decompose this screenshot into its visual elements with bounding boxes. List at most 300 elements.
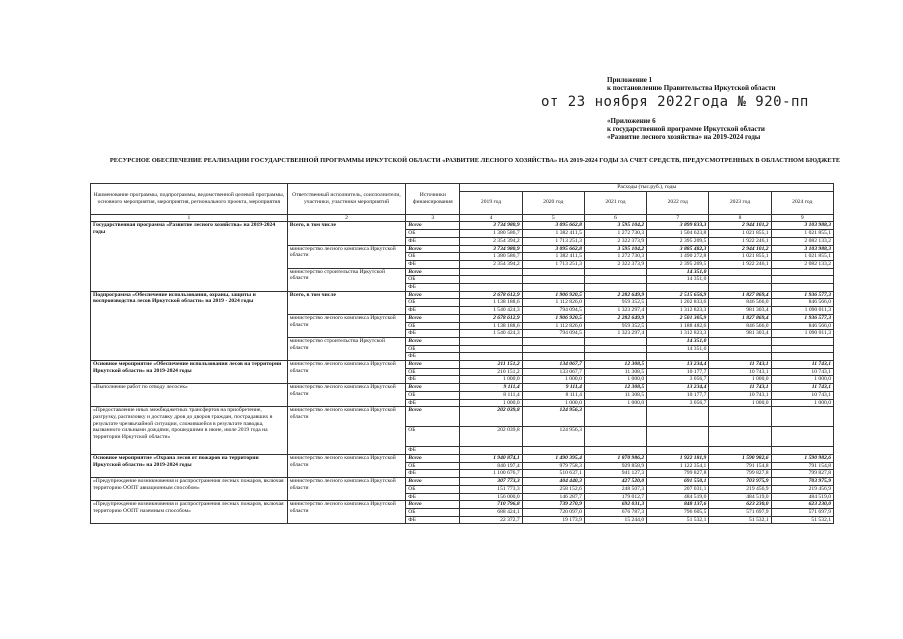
value-cell: 1 323 297,4 — [584, 307, 646, 315]
value-cell: 2 322 373,9 — [584, 237, 646, 245]
executor-cell: министерство лесного комплекса Иркутской области — [287, 314, 405, 337]
value-cell: 51 532,1 — [771, 516, 833, 524]
handwritten-date: от 23 ноября 2022года № 920-пп — [541, 94, 809, 110]
col-header-year: 2024 год — [771, 191, 833, 214]
value-cell: 1 000,0 — [584, 399, 646, 407]
program-name-cell: Основное мероприятие «Охрана лесов от пожаров на территории Иркутской области» на 2019-2024 годы — [91, 454, 288, 477]
funding-source-cell: ФБ — [406, 376, 460, 384]
funding-source-cell: ФБ — [406, 284, 460, 292]
value-cell: 11 743,1 — [771, 361, 833, 369]
table-row — [91, 384, 834, 392]
value-cell — [647, 447, 709, 455]
value-cell: 3 056,7 — [647, 399, 709, 407]
value-cell: 3 885 482,3 — [647, 245, 709, 253]
value-cell — [584, 345, 646, 353]
funding-source-cell: ОБ — [406, 427, 460, 447]
value-cell: 2 082 133,2 — [771, 237, 833, 245]
executor-cell: министерство строительства Иркутской области — [287, 337, 405, 360]
value-cell: 11 308,5 — [584, 391, 646, 399]
value-cell: 1 936 577,3 — [771, 291, 833, 299]
funding-source-cell: ФБ — [406, 353, 460, 361]
value-cell: 11 743,1 — [771, 384, 833, 392]
funding-source-cell: ОБ — [406, 462, 460, 470]
value-cell — [522, 447, 584, 455]
value-cell: 720 097,0 — [522, 508, 584, 516]
value-cell: 1 936 577,3 — [771, 314, 833, 322]
value-cell: 1 272 730,3 — [584, 230, 646, 238]
value-cell: 10 177,7 — [647, 368, 709, 376]
value-cell: 22 372,7 — [460, 516, 522, 524]
value-cell — [709, 337, 771, 345]
value-cell — [647, 284, 709, 292]
value-cell — [584, 447, 646, 455]
program-name-cell: «Выполнение работ по отводу лесосек» — [91, 384, 288, 407]
value-cell: 846 566,0 — [771, 322, 833, 330]
value-cell: 1 906 920,5 — [522, 291, 584, 299]
value-cell: 1 922 246,1 — [709, 260, 771, 268]
value-cell — [771, 276, 833, 284]
value-cell — [460, 284, 522, 292]
funding-source-cell: ОБ — [406, 345, 460, 353]
column-number: 3 — [406, 214, 460, 222]
value-cell: 510 637,1 — [522, 470, 584, 478]
col-header-year: 2023 год — [709, 191, 771, 214]
funding-source-cell: Всего — [406, 222, 460, 230]
value-cell: 791 154,8 — [709, 462, 771, 470]
value-cell: 571 697,9 — [709, 508, 771, 516]
value-cell: 13 234,4 — [647, 384, 709, 392]
program-name-cell: Основное мероприятие «Обеспечение использования лесов на территории Иркутской области» на 2019-2024 годы — [91, 361, 288, 384]
funding-source-cell: ОБ — [406, 322, 460, 330]
value-cell: 1 380 586,7 — [460, 253, 522, 261]
value-cell: 623 230,0 — [709, 501, 771, 509]
value-cell: 703 975,9 — [709, 478, 771, 486]
table-row — [91, 454, 834, 462]
value-cell: 1 021 855,1 — [771, 230, 833, 238]
value-cell: 941 127,3 — [584, 470, 646, 478]
funding-source-cell: ОБ — [406, 391, 460, 399]
executor-cell: Всего, в том числе — [287, 222, 405, 245]
value-cell: 484 519,0 — [709, 493, 771, 501]
value-cell: 1 021 855,1 — [709, 230, 771, 238]
value-cell: 846 566,0 — [709, 322, 771, 330]
value-cell: 3 595 104,2 — [584, 222, 646, 230]
value-cell: 156 000,0 — [460, 493, 522, 501]
funding-source-cell: ФБ — [406, 493, 460, 501]
value-cell: 14 351,0 — [647, 276, 709, 284]
table-row — [91, 478, 834, 486]
value-cell: 3 899 833,3 — [647, 222, 709, 230]
column-number: 9 — [771, 214, 833, 222]
value-cell: 12 308,5 — [584, 384, 646, 392]
value-cell — [584, 407, 646, 427]
value-cell: 1 000,0 — [709, 399, 771, 407]
value-cell — [460, 353, 522, 361]
value-cell: 1 713 251,3 — [522, 237, 584, 245]
value-cell: 427 520,0 — [584, 478, 646, 486]
funding-source-cell: ОБ — [406, 276, 460, 284]
value-cell: 3 095 662,8 — [522, 245, 584, 253]
value-cell: 794 094,5 — [522, 307, 584, 315]
value-cell: 1 382 411,5 — [522, 253, 584, 261]
value-cell: 979 758,3 — [522, 462, 584, 470]
value-cell — [709, 447, 771, 455]
value-cell: 14 351,0 — [647, 337, 709, 345]
funding-source-cell: Всего — [406, 384, 460, 392]
value-cell: 2 282 649,9 — [584, 314, 646, 322]
value-cell — [522, 337, 584, 345]
executor-cell: министерство лесного комплекса Иркутской области — [287, 361, 405, 384]
value-cell — [584, 284, 646, 292]
value-cell: 959 352,5 — [584, 322, 646, 330]
value-cell — [522, 268, 584, 276]
value-cell: 1 000,0 — [771, 399, 833, 407]
col-header-name: Наименование программы, подпрограммы, ведомственной целевой программы, основного мероприятия, мероприятия, регионального проекта, мероприятия — [91, 184, 288, 215]
value-cell: 1 021 855,1 — [771, 253, 833, 261]
value-cell: 2 395 209,5 — [647, 237, 709, 245]
funding-source-cell: ОБ — [406, 230, 460, 238]
column-number: 5 — [522, 214, 584, 222]
value-cell — [584, 427, 646, 447]
value-cell — [709, 345, 771, 353]
table-row — [91, 222, 834, 230]
funding-source-cell: ФБ — [406, 470, 460, 478]
value-cell: 1 112 826,0 — [522, 299, 584, 307]
value-cell: 211 151,2 — [460, 361, 522, 369]
value-cell: 2 944 101,2 — [709, 222, 771, 230]
value-cell: 791 154,8 — [771, 462, 833, 470]
value-cell: 146 287,7 — [522, 493, 584, 501]
funding-source-cell: ФБ — [406, 330, 460, 338]
value-cell: 703 975,9 — [771, 478, 833, 486]
funding-source-cell: Всего — [406, 314, 460, 322]
value-cell: 12 308,5 — [584, 361, 646, 369]
column-number: 1 — [91, 214, 288, 222]
appendix6-line-2: к государственной программе Иркутской области — [607, 125, 765, 133]
executor-cell: министерство строительства Иркутской области — [287, 268, 405, 291]
value-cell: 676 787,3 — [584, 508, 646, 516]
funding-source-cell: ФБ — [406, 307, 460, 315]
appendix6-line-1: «Приложение 6 — [607, 117, 656, 125]
value-cell: 1 100 676,7 — [460, 470, 522, 478]
value-cell: 10 177,7 — [647, 391, 709, 399]
value-cell: 2 678 612,9 — [460, 314, 522, 322]
document-title: РЕСУРСНОЕ ОБЕСПЕЧЕНИЕ РЕАЛИЗАЦИИ ГОСУДАРСТВЕННОЙ ПРОГРАММЫ ИРКУТСКОЙ ОБЛАСТИ «РАЗВИТИЕ ЛЕСНОГО ХОЗЯЙСТВА» НА 2019-2024 ГОДЫ ЗА СЧЕТ СРЕДСТВ, ПРЕДУСМОТРЕННЫХ В ОБЛАСТНОМ БЮДЖЕТЕ — [109, 157, 841, 164]
value-cell: 840 197,4 — [460, 462, 522, 470]
value-cell — [647, 427, 709, 447]
value-cell: 794 094,5 — [522, 330, 584, 338]
funding-source-cell: ФБ — [406, 399, 460, 407]
col-header-year: 2020 год — [522, 191, 584, 214]
value-cell: 248 507,3 — [584, 485, 646, 493]
table-row — [91, 501, 834, 509]
executor-cell: министерство лесного комплекса Иркутской области — [287, 384, 405, 407]
program-name-cell: Государственная программа «Развитие лесного хозяйства» на 2019-2024 годы — [91, 222, 288, 291]
value-cell: 1 827 869,4 — [709, 291, 771, 299]
program-name-cell: Подпрограмма «Обеспечение использования, охраны, защиты и воспроизводства лесов Иркутской области» на 2019 - 2024 годы — [91, 291, 288, 360]
value-cell — [522, 284, 584, 292]
value-cell: 2 944 101,2 — [709, 245, 771, 253]
value-cell: 3 595 104,2 — [584, 245, 646, 253]
value-cell — [460, 276, 522, 284]
value-cell: 11 743,1 — [709, 361, 771, 369]
value-cell: 1 000,0 — [771, 376, 833, 384]
value-cell: 307 773,3 — [460, 478, 522, 486]
program-name-cell: «Предоставление иных межбюджетных трансфертов на приобретение, разгрузку, распиловку и доставку дров до дворов граждан, пострадавших в результате чрезвычайной ситуации, сложившейся в результате паводка, вызванного сильными дождями, прошедшими в июне, июле 2019 года на территории Иркутской области» — [91, 407, 288, 455]
value-cell: 124 956,3 — [522, 407, 584, 427]
value-cell: 14 351,0 — [647, 268, 709, 276]
value-cell — [647, 407, 709, 427]
funding-source-cell: ФБ — [406, 447, 460, 455]
funding-source-cell: Всего — [406, 291, 460, 299]
value-cell: 51 532,1 — [709, 516, 771, 524]
value-cell — [771, 268, 833, 276]
funding-source-cell: ОБ — [406, 299, 460, 307]
value-cell: 1 540 424,3 — [460, 330, 522, 338]
funding-source-cell: Всего — [406, 337, 460, 345]
value-cell — [460, 345, 522, 353]
value-cell: 1 490 395,4 — [522, 454, 584, 462]
value-cell: 219 456,9 — [709, 485, 771, 493]
funding-source-cell: Всего — [406, 454, 460, 462]
value-cell — [709, 427, 771, 447]
value-cell — [771, 337, 833, 345]
value-cell: 2 322 373,9 — [584, 260, 646, 268]
value-cell: 1 090 011,3 — [771, 330, 833, 338]
value-cell: 134 067,7 — [522, 361, 584, 369]
value-cell — [522, 345, 584, 353]
value-cell — [522, 276, 584, 284]
funding-source-cell: ФБ — [406, 260, 460, 268]
value-cell: 51 532,1 — [647, 516, 709, 524]
value-cell — [460, 337, 522, 345]
funding-source-cell: ОБ — [406, 485, 460, 493]
col-header-year: 2019 год — [460, 191, 522, 214]
column-number: 6 — [584, 214, 646, 222]
value-cell: 1 272 730,3 — [584, 253, 646, 261]
funding-source-cell: Всего — [406, 478, 460, 486]
value-cell — [584, 353, 646, 361]
value-cell — [771, 284, 833, 292]
value-cell: 202 039,8 — [460, 427, 522, 447]
column-number: 2 — [287, 214, 405, 222]
value-cell: 1 490 272,8 — [647, 253, 709, 261]
value-cell: 2 354 394,2 — [460, 237, 522, 245]
funding-source-cell: ОБ — [406, 253, 460, 261]
value-cell: 14 351,0 — [647, 345, 709, 353]
value-cell: 1 188 482,6 — [647, 322, 709, 330]
value-cell — [709, 407, 771, 427]
value-cell: 929 858,9 — [584, 462, 646, 470]
value-cell: 8 111,4 — [460, 391, 522, 399]
value-cell: 3 734 980,9 — [460, 245, 522, 253]
value-cell: 1 202 833,6 — [647, 299, 709, 307]
value-cell: 207 031,1 — [647, 485, 709, 493]
value-cell: 3 095 662,8 — [522, 222, 584, 230]
value-cell: 3 056,7 — [647, 376, 709, 384]
value-cell: 124 956,3 — [522, 427, 584, 447]
value-cell — [771, 447, 833, 455]
appendix-line-2: к постановлению Правительства Иркутской области — [607, 84, 776, 92]
value-cell: 2 501 305,9 — [647, 314, 709, 322]
value-cell — [709, 284, 771, 292]
value-cell: 2 678 612,9 — [460, 291, 522, 299]
value-cell — [771, 353, 833, 361]
value-cell: 202 039,8 — [460, 407, 522, 427]
value-cell: 2 515 656,9 — [647, 291, 709, 299]
value-cell: 1 922 181,9 — [647, 454, 709, 462]
value-cell: 19 173,9 — [522, 516, 584, 524]
value-cell: 848 137,6 — [647, 501, 709, 509]
value-cell: 258 152,6 — [522, 485, 584, 493]
value-cell: 691 550,1 — [647, 478, 709, 486]
value-cell: 1 540 424,3 — [460, 307, 522, 315]
value-cell: 11 308,5 — [584, 368, 646, 376]
funding-source-cell: Всего — [406, 245, 460, 253]
value-cell: 1 000,0 — [522, 399, 584, 407]
executor-cell: министерство лесного комплекса Иркутской области — [287, 501, 405, 524]
value-cell: 1 312 823,3 — [647, 330, 709, 338]
value-cell: 210 151,2 — [460, 368, 522, 376]
col-header-year: 2022 год — [647, 191, 709, 214]
value-cell: 1 112 826,0 — [522, 322, 584, 330]
value-cell: 981 303,4 — [709, 330, 771, 338]
col-header-source: Источники финансирования — [406, 184, 460, 215]
executor-cell: министерство лесного комплекса Иркутской области — [287, 478, 405, 501]
value-cell: 404 440,3 — [522, 478, 584, 486]
value-cell: 1 323 297,4 — [584, 330, 646, 338]
appendix6-header — [607, 117, 867, 141]
value-cell: 799 827,8 — [709, 470, 771, 478]
value-cell: 1 090 011,3 — [771, 307, 833, 315]
value-cell: 1 940 874,1 — [460, 454, 522, 462]
value-cell: 179 012,7 — [584, 493, 646, 501]
value-cell: 799 827,8 — [647, 470, 709, 478]
column-number: 4 — [460, 214, 522, 222]
value-cell — [647, 353, 709, 361]
value-cell: 1 312 823,3 — [647, 307, 709, 315]
col-header-expenses: Расходы (тыс.руб.), годы — [460, 184, 834, 192]
table-row — [91, 361, 834, 369]
funding-source-cell: Всего — [406, 501, 460, 509]
value-cell — [771, 345, 833, 353]
value-cell: 10 743,1 — [771, 391, 833, 399]
value-cell: 846 566,0 — [771, 299, 833, 307]
value-cell — [460, 447, 522, 455]
value-cell: 1 000,0 — [709, 376, 771, 384]
value-cell: 2 282 649,9 — [584, 291, 646, 299]
value-cell: 9 111,4 — [460, 384, 522, 392]
value-cell: 2 354 394,2 — [460, 260, 522, 268]
value-cell: 692 031,3 — [584, 501, 646, 509]
value-cell: 8 111,4 — [522, 391, 584, 399]
value-cell: 13 234,4 — [647, 361, 709, 369]
value-cell — [584, 337, 646, 345]
value-cell: 1 000,0 — [584, 376, 646, 384]
appendix6-line-3: «Развитие лесного хозяйства» на 2019-2024 годы — [607, 133, 761, 141]
program-name-cell: «Предупреждение возникновения и распространения лесных пожаров, включая территорию ООПТ наземным способом» — [91, 501, 288, 524]
value-cell: 15 244,0 — [584, 516, 646, 524]
value-cell: 1 138 188,6 — [460, 299, 522, 307]
funding-source-cell: ОБ — [406, 368, 460, 376]
appendix-header — [607, 76, 867, 92]
value-cell: 10 743,1 — [709, 391, 771, 399]
value-cell: 3 103 988,3 — [771, 245, 833, 253]
value-cell: 1 382 411,5 — [522, 230, 584, 238]
value-cell — [460, 268, 522, 276]
value-cell: 10 743,1 — [771, 368, 833, 376]
value-cell: 1 827 869,4 — [709, 314, 771, 322]
value-cell: 1 590 982,6 — [771, 454, 833, 462]
value-cell: 1 504 623,8 — [647, 230, 709, 238]
value-cell: 1 922 246,1 — [709, 237, 771, 245]
value-cell: 2 395 209,5 — [647, 260, 709, 268]
col-header-executor: Ответственный исполнитель, соисполнители, участники, участники мероприятий — [287, 184, 405, 215]
resource-table — [90, 183, 834, 524]
executor-cell: министерство лесного комплекса Иркутской области — [287, 407, 405, 455]
value-cell: 10 743,1 — [709, 368, 771, 376]
value-cell: 846 566,0 — [709, 299, 771, 307]
value-cell: 710 796,8 — [460, 501, 522, 509]
value-cell: 796 605,5 — [647, 508, 709, 516]
value-cell: 1 590 982,6 — [709, 454, 771, 462]
funding-source-cell: Всего — [406, 268, 460, 276]
funding-source-cell: Всего — [406, 407, 460, 427]
value-cell: 1 122 354,1 — [647, 462, 709, 470]
funding-source-cell: Всего — [406, 361, 460, 369]
table-row — [91, 291, 834, 299]
value-cell — [709, 268, 771, 276]
value-cell: 623 230,0 — [771, 501, 833, 509]
value-cell — [771, 407, 833, 427]
value-cell: 1 021 855,1 — [709, 253, 771, 261]
value-cell — [522, 353, 584, 361]
value-cell — [709, 353, 771, 361]
value-cell: 1 380 586,7 — [460, 230, 522, 238]
value-cell: 3 734 980,9 — [460, 222, 522, 230]
value-cell — [771, 427, 833, 447]
value-cell: 981 303,4 — [709, 307, 771, 315]
value-cell: 11 743,1 — [709, 384, 771, 392]
value-cell: 484 519,0 — [771, 493, 833, 501]
funding-source-cell: ОБ — [406, 508, 460, 516]
value-cell: 484 519,0 — [647, 493, 709, 501]
value-cell: 739 270,9 — [522, 501, 584, 509]
col-header-year: 2021 год — [584, 191, 646, 214]
value-cell: 151 773,3 — [460, 485, 522, 493]
value-cell: 959 352,5 — [584, 299, 646, 307]
executor-cell: министерство лесного комплекса Иркутской области — [287, 245, 405, 268]
value-cell: 571 697,9 — [771, 508, 833, 516]
value-cell: 219 456,9 — [771, 485, 833, 493]
value-cell: 1 000,0 — [522, 376, 584, 384]
value-cell — [709, 276, 771, 284]
appendix-line-1: Приложение 1 — [607, 76, 653, 84]
executor-cell: Всего, в том числе — [287, 291, 405, 314]
column-number: 7 — [647, 214, 709, 222]
value-cell: 2 082 133,2 — [771, 260, 833, 268]
value-cell: 1 713 251,3 — [522, 260, 584, 268]
funding-source-cell: ФБ — [406, 516, 460, 524]
column-number: 8 — [709, 214, 771, 222]
value-cell: 688 424,1 — [460, 508, 522, 516]
program-name-cell: «Предупреждение возникновения и распространения лесных пожаров, включая территорию ООПТ авиационным способом» — [91, 478, 288, 501]
value-cell — [584, 268, 646, 276]
table-row — [91, 407, 834, 427]
value-cell: 133 067,7 — [522, 368, 584, 376]
value-cell: 1 870 986,2 — [584, 454, 646, 462]
value-cell: 1 000,0 — [460, 399, 522, 407]
